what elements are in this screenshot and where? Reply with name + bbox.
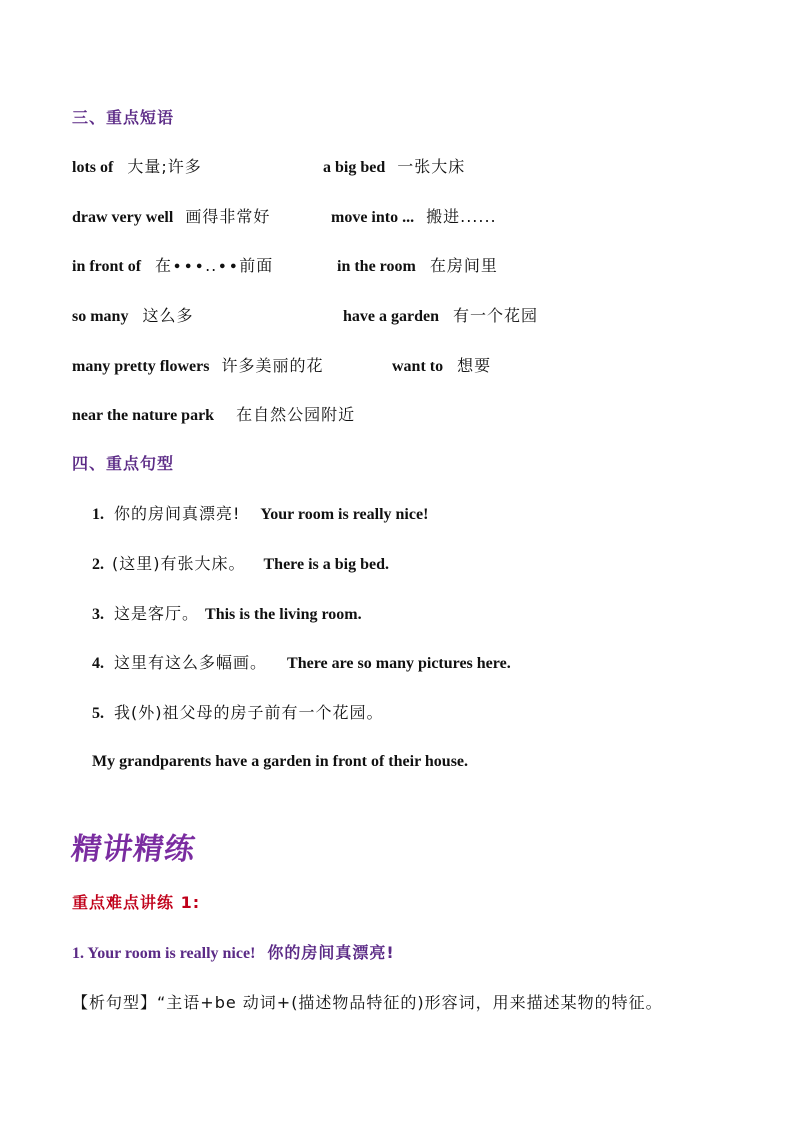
sentence-number: 1. [92,506,104,523]
phrase-en: lots of [72,159,114,176]
sentence-cn: 这是客厅。 [114,604,200,623]
sentence-en: Your room is really nice! [260,506,429,523]
practice-item-en: 1. Your room is really nice! [72,945,256,962]
sentence-item [92,504,428,525]
phrase-en: a big bed [323,159,386,176]
phrase-cn: 想要 [457,356,492,375]
sentence-cn: 你的房间真漂亮! [114,504,241,523]
phrase-en: move into ... [331,209,415,226]
phrase-en: want to [392,358,444,375]
sentence-extra-line: My grandparents have a garden in front of their house. [92,753,469,770]
sentence-en: There is a big bed. [263,556,389,573]
phrase-cn: 一张大床 [397,157,466,176]
section3-title: 三、重点短语 [72,108,175,127]
practice-title: 精讲精练 [69,832,198,867]
phrase-row-col2 [392,356,491,377]
sentence-en: This is the living room. [205,606,362,623]
phrase-en: in front of [72,258,142,275]
section4-title: 四、重点句型 [72,454,175,473]
sentence-item [92,604,362,625]
phrase-cn: 画得非常好 [185,207,271,226]
sentence-number: 2. [92,556,104,573]
sentence-item [92,703,384,724]
phrase-row [72,207,270,228]
practice-item [72,940,395,963]
phrase-row [72,356,323,377]
phrase-cn: 有一个花园 [453,306,539,325]
phrase-en: have a garden [343,308,439,325]
phrase-cn: 在房间里 [429,256,498,275]
sentence-item [92,653,511,674]
sentence-number: 3. [92,606,104,623]
phrase-cn: 在自然公园附近 [236,405,356,424]
phrase-row-col2 [331,207,497,228]
phrase-cn: 许多美丽的花 [221,356,324,375]
phrase-en: in the room [337,258,416,275]
sentence-cn: 我(外)祖父母的房子前有一个花园。 [114,703,384,722]
phrase-row [72,157,202,178]
phrase-cn: 这么多 [142,306,194,325]
phrase-row [72,306,193,327]
sentence-number: 5. [92,705,104,722]
phrase-en: near the nature park [72,407,215,424]
phrase-cn: 大量;许多 [127,157,202,176]
phrase-en: so many [72,308,129,325]
practice-subheading: 重点难点讲练 1: [72,893,201,912]
phrase-row-col2 [337,256,498,277]
phrase-row-col2 [323,157,465,178]
sentence-number: 4. [92,655,104,672]
sentence-en: There are so many pictures here. [287,655,511,672]
phrase-row-col2 [343,306,538,327]
phrase-en: many pretty flowers [72,358,210,375]
sentence-cn: (这里)有张大床。 [112,554,246,573]
analysis-text: 【析句型】“主语+be 动词+(描述物品特征的)形容词，用来描述某物的特征。 [72,993,663,1012]
phrase-cn: 在∙∙∙..∙∙前面 [155,256,274,275]
sentence-cn: 这里有这么多幅画。 [114,653,268,672]
phrase-row [72,405,355,426]
sentence-item [92,554,389,575]
phrase-en: draw very well [72,209,174,226]
practice-item-cn: 你的房间真漂亮! [267,943,395,962]
phrase-row [72,256,273,277]
phrase-cn: 搬进...... [426,207,497,226]
